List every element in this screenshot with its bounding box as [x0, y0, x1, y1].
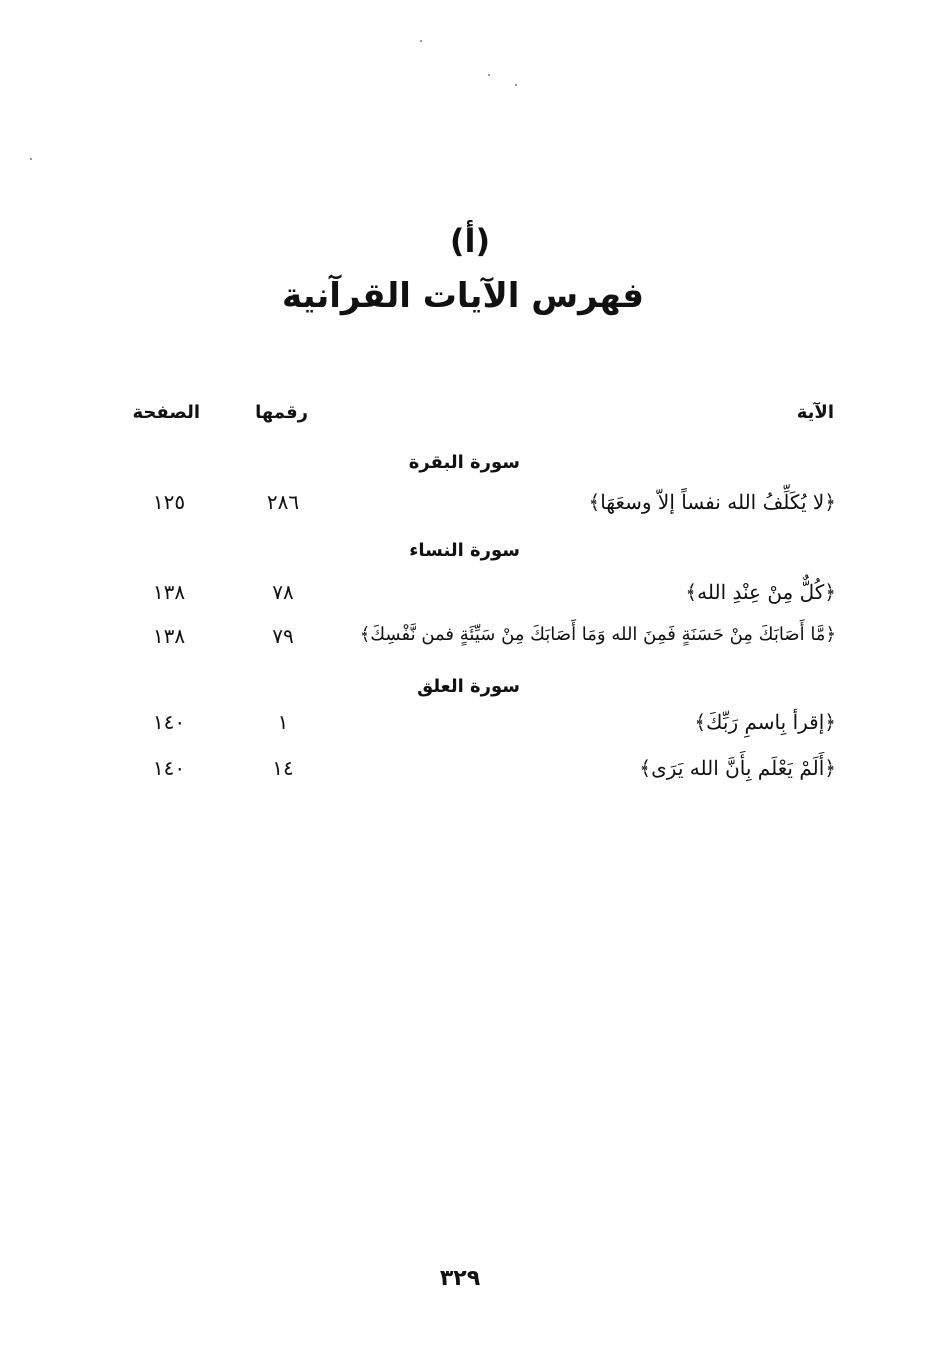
verse-text: ﴿مَّا أَصَابَكَ مِنْ حَسَنَةٍ فَمِنَ الله وَمَا أَصَابَكَ مِنْ سَيِّئَةٍ فمن نَّفْسِكَ﴾ — [359, 624, 836, 645]
verse-row — [120, 490, 836, 520]
page-number: ٣٢٩ — [439, 1266, 481, 1291]
verse-number: ١٤ — [272, 756, 294, 780]
surah-heading: سورة العلق — [417, 676, 520, 697]
verse-row — [120, 624, 836, 654]
verse-page: ١٤٠ — [152, 756, 186, 780]
column-header-page: الصفحة — [132, 402, 200, 423]
scan-speck — [420, 40, 422, 42]
surah-heading: سورة النساء — [409, 540, 520, 561]
scan-speck — [515, 84, 517, 86]
page-title: فهرس الآيات القرآنية — [281, 276, 645, 316]
verse-number: ١ — [277, 710, 289, 734]
column-header-verse: الآية — [796, 402, 834, 423]
verse-page: ١٣٨ — [152, 624, 186, 648]
verse-number: ٧٩ — [272, 624, 294, 648]
column-header-number: رقمها — [255, 402, 308, 423]
verse-text: ﴿كُلٌّ مِنْ عِنْدِ الله﴾ — [685, 580, 836, 604]
surah-heading: سورة البقرة — [408, 452, 520, 473]
scan-speck — [488, 74, 490, 76]
verse-text: ﴿لا يُكَلِّفُ الله نفساً إلاّ وسعَهَا﴾ — [588, 490, 836, 514]
verse-number: ٢٨٦ — [266, 490, 300, 514]
verse-row — [120, 756, 836, 786]
section-number: (أ) — [449, 222, 491, 260]
verse-page: ١٢٥ — [152, 490, 186, 514]
verse-row — [120, 710, 836, 740]
verse-page: ١٤٠ — [152, 710, 186, 734]
scan-speck — [30, 158, 32, 160]
verse-text: ﴿إقرأ بِاسمِ رَبِّكَ﴾ — [694, 710, 836, 734]
verse-text: ﴿أَلَمْ يَعْلَم بِأَنَّ الله يَرَى﴾ — [639, 756, 836, 780]
verse-number: ٧٨ — [272, 580, 294, 604]
verse-row — [120, 580, 836, 610]
verse-page: ١٣٨ — [152, 580, 186, 604]
